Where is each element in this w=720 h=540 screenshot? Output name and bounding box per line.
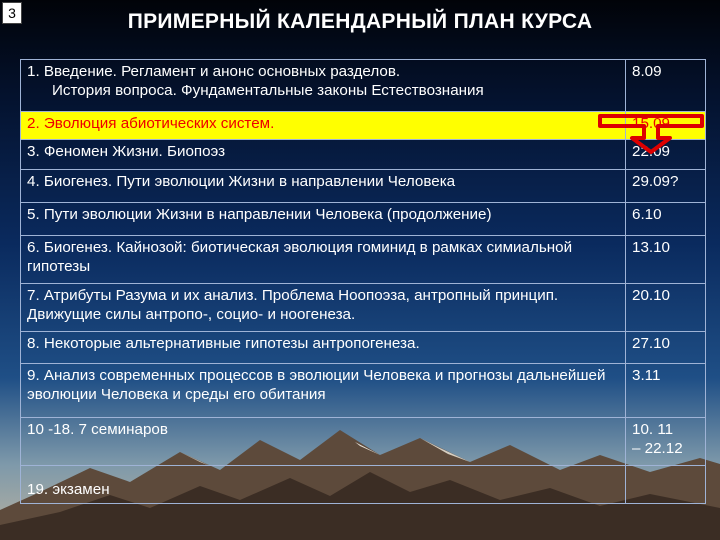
topic-cell: 3. Феномен Жизни. Биопоэз [21,140,626,170]
table-row [21,60,706,112]
topic-cell: 10 -18. 7 семинаров [21,418,626,466]
date-cell [626,418,706,466]
topic-text: 19. экзамен [27,481,110,498]
date-cell: 13.10 [626,236,706,284]
topic-cell: 7. Атрибуты Разума и их анализ. Проблема Ноопоэза, антропный принцип. Движущие силы антропо-, социо- и ноогенеза. [21,284,626,332]
date-cell: 22.09 [626,140,706,170]
date-cell: 29.09? [626,170,706,203]
date-cell: 27.10 [626,332,706,364]
date-cell: 3.11 [626,364,706,418]
table-row [21,284,706,332]
date-line: – 22.12 [632,440,683,457]
table-row [21,332,706,364]
table-row [21,170,706,203]
topic-line: 1. Введение. Регламент и анонс основных разделов. [27,63,401,80]
topic-cell: 9. Анализ современных процессов в эволюции Человека и прогнозы дальнейшей эволюции Человека и среды его обитания [21,364,626,418]
slide-title: ПРИМЕРНЫЙ КАЛЕНДАРНЫЙ ПЛАН КУРСА [127,10,593,33]
topic-cell: 4. Биогенез. Пути эволюции Жизни в направлении Человека [21,170,626,203]
slide-number: 3 [2,2,22,24]
table-row [21,466,706,504]
date-cell: 8.09 [626,60,706,112]
date-cell [626,466,706,504]
topic-cell: 5. Пути эволюции Жизни в направлении Человека (продолжение) [21,203,626,236]
date-cell: 20.10 [626,284,706,332]
date-line: 10. 11 [632,421,674,438]
topic-cell: 2. Эволюция абиотических систем. [21,112,626,140]
topic-cell [21,60,626,112]
table-row [21,203,706,236]
table-row [21,364,706,418]
date-cell: 15.09 [626,112,706,140]
topic-cell: 6. Биогенез. Кайнозой: биотическая эволюция гоминид в рамках симиальной гипотезы [21,236,626,284]
table-row [21,418,706,466]
red-arrow-marker [596,112,706,154]
table-row [21,236,706,284]
date-cell: 6.10 [626,203,706,236]
topic-cell [21,466,626,504]
topic-line-indented: История вопроса. Фундаментальные законы Естествознания [52,82,484,99]
topic-cell: 8. Некоторые альтернативные гипотезы антропогенеза. [21,332,626,364]
